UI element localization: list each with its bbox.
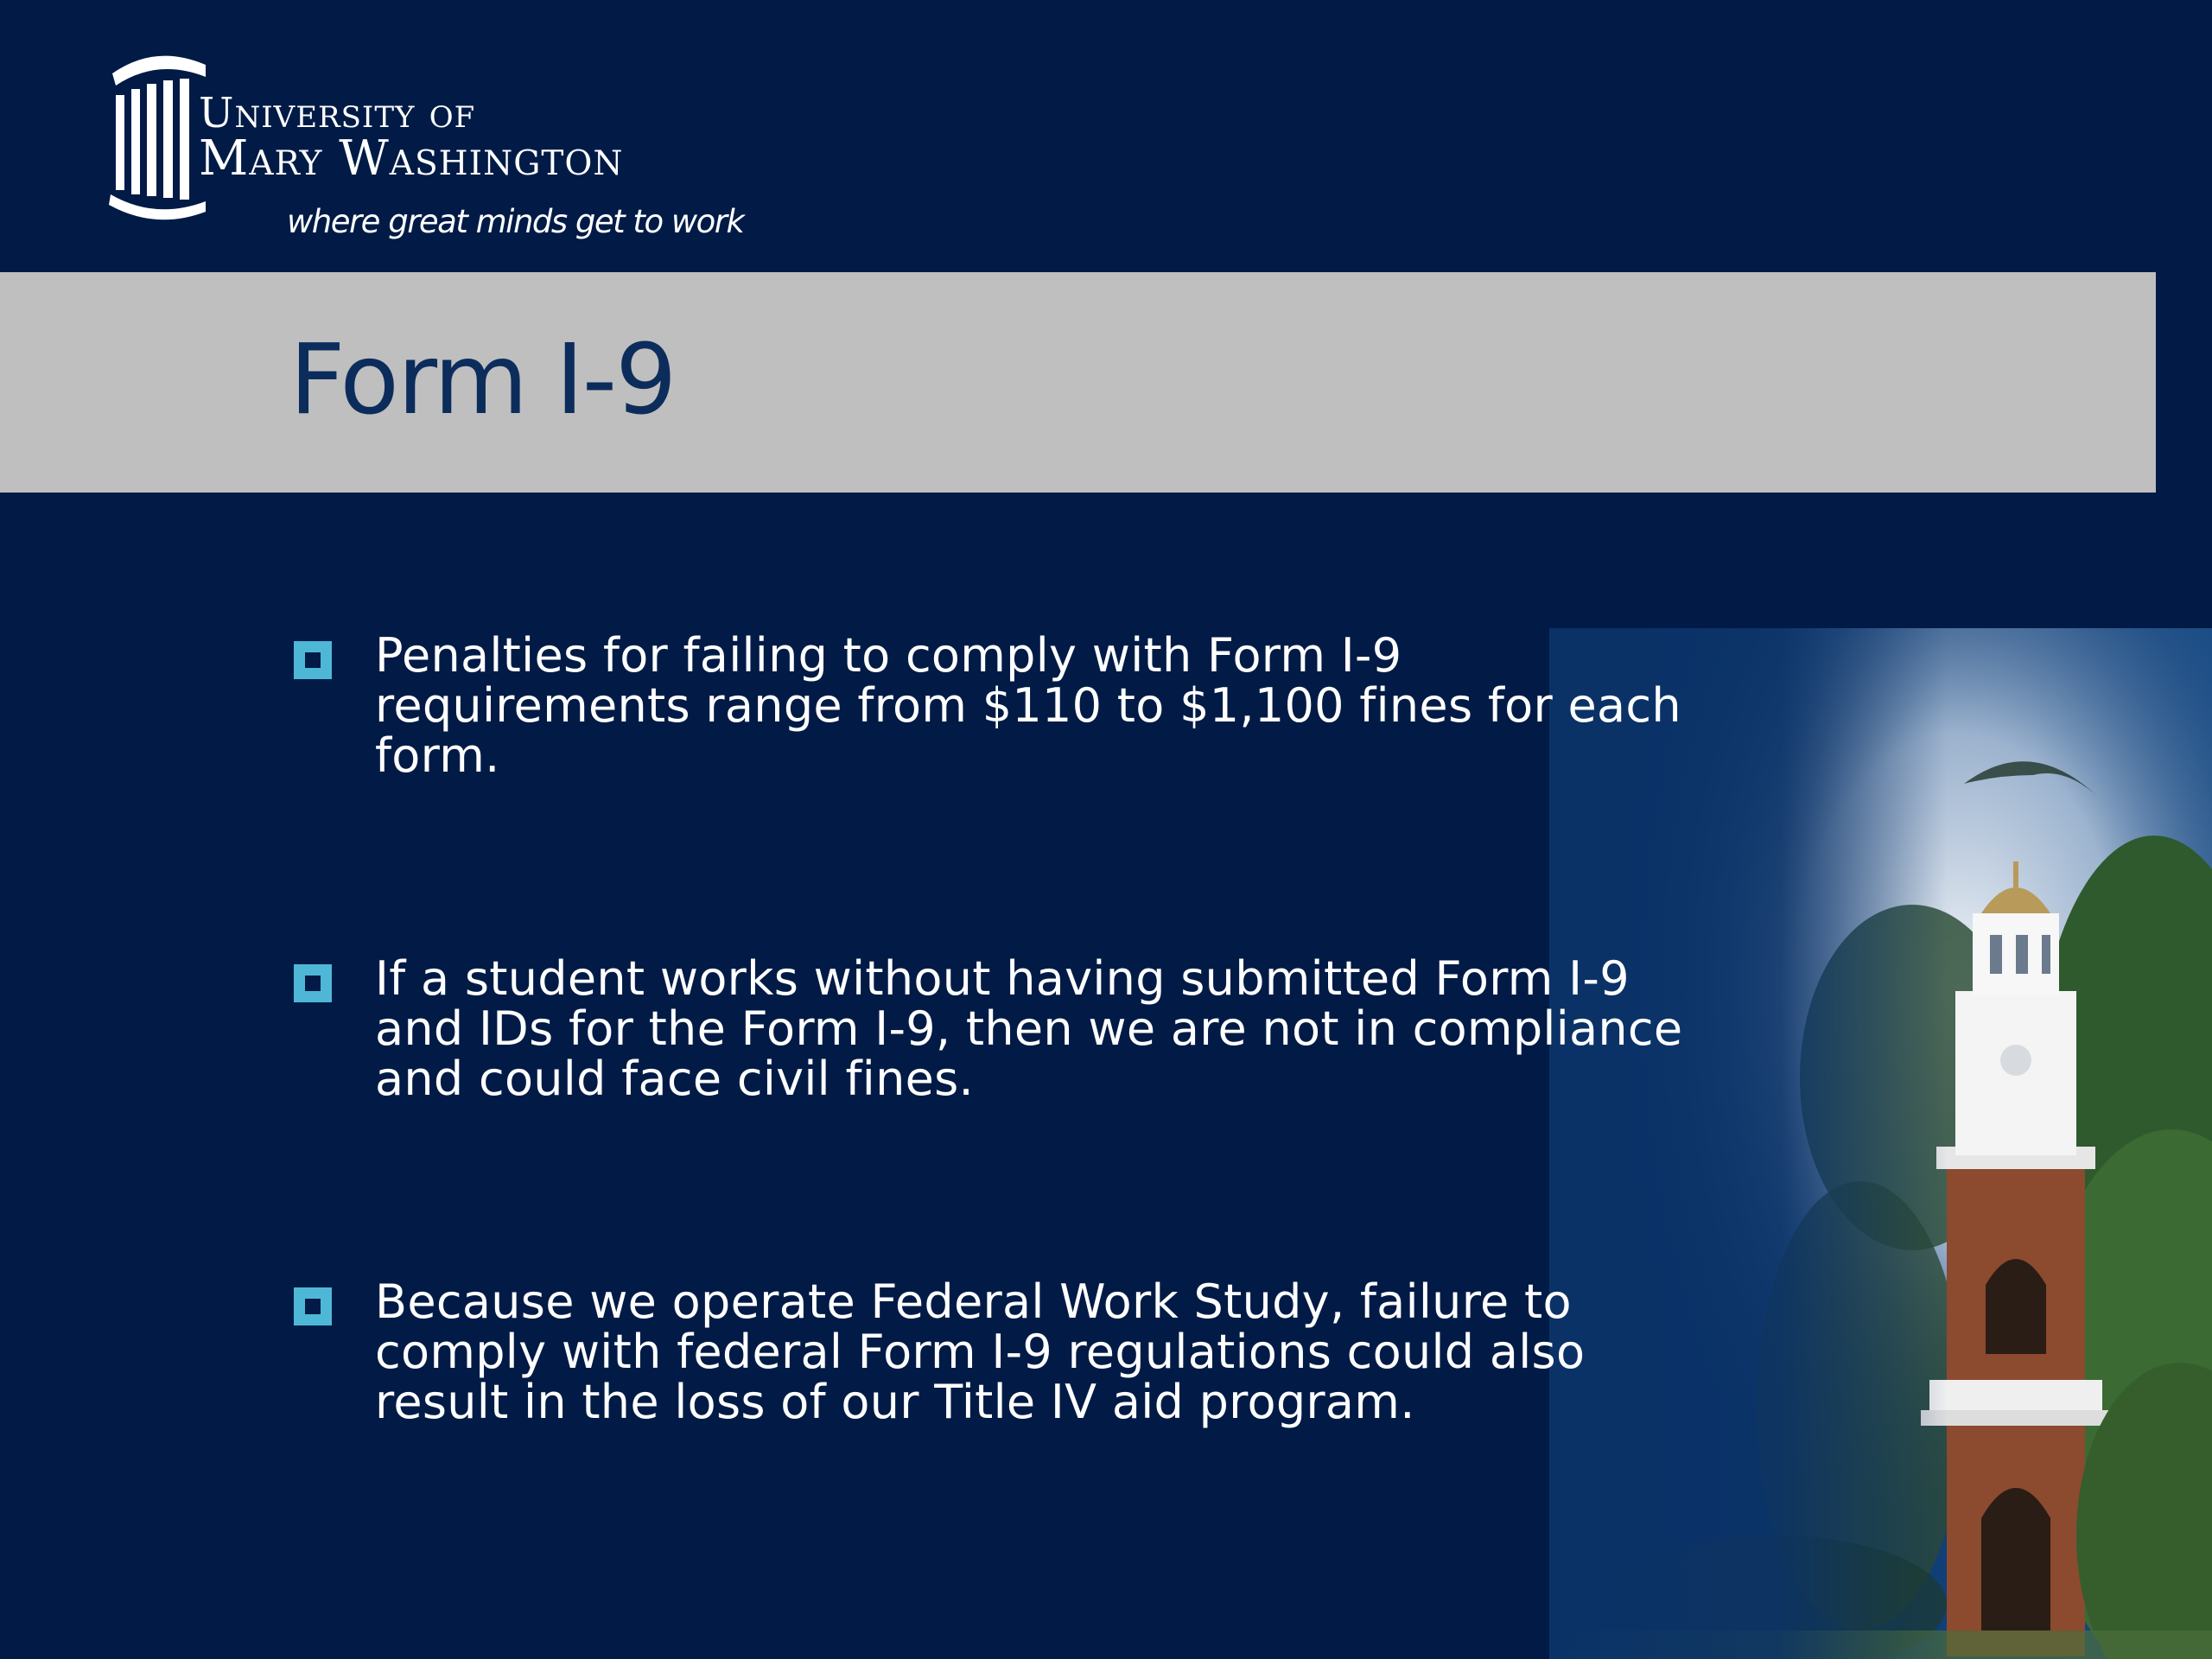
university-logo — [104, 48, 744, 255]
slide-title: Form I-9 — [289, 324, 676, 436]
logo-university-of: University of — [199, 89, 476, 137]
square-bullet-icon — [294, 641, 332, 679]
logo-mary-washington: Mary Washington — [199, 130, 624, 187]
bullet-text-2: If a student works without having submitted Form I-9 and IDs for the Form I-9, then we are not in compliance and could face civil fines. — [375, 951, 1683, 1106]
columns-logo-icon — [104, 48, 207, 220]
bullet-text-1: Penalties for failing to comply with Form I-9 requirements range from $110 to $1,100 fines for each form. — [375, 628, 1681, 783]
logo-tagline: where great minds get to work — [287, 203, 744, 240]
bullet-text-3: Because we operate Federal Work Study, failure to comply with federal Form I-9 regulations could also result in the loss of our Title IV aid program. — [375, 1274, 1586, 1429]
square-bullet-icon — [294, 1287, 332, 1325]
bullet-item-3 — [294, 1274, 1711, 1450]
bullet-item-2 — [294, 951, 1711, 1127]
bullet-item-1 — [294, 628, 1711, 804]
square-bullet-icon — [294, 964, 332, 1002]
